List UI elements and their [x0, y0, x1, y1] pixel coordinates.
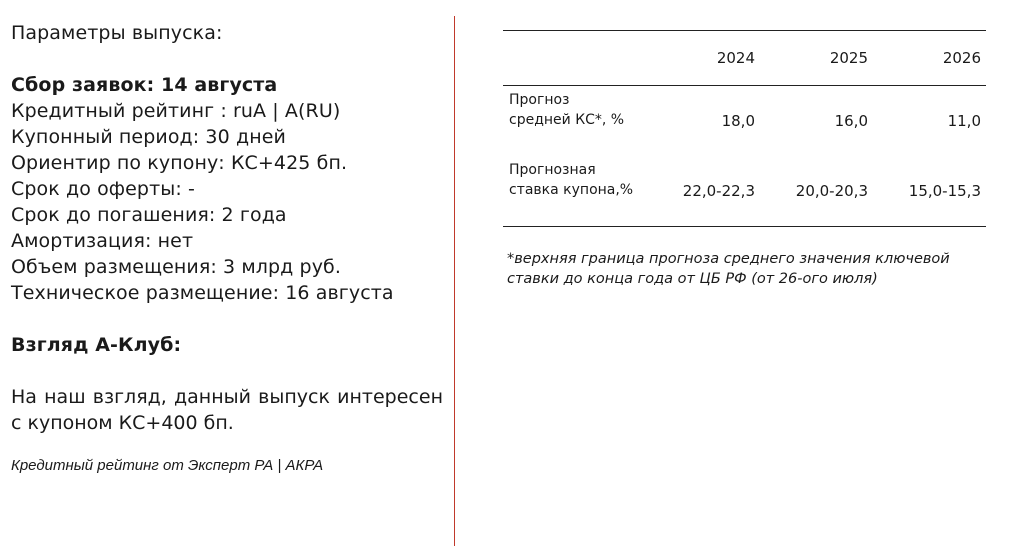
spacer [11, 306, 443, 332]
footnote-line: ставки до конца года от ЦБ РФ (от 26-ого июля) [507, 271, 878, 287]
view-heading: Взгляд А-Клуб: [11, 334, 182, 356]
rating-note: Кредитный рейтинг от Эксперт РА | АКРА [11, 457, 324, 474]
year-2024-header: 2024 [716, 49, 755, 67]
table-cell: 11,0 [947, 112, 981, 130]
param-technical-placement: Техническое размещение: 16 августа [11, 282, 394, 304]
table-row [503, 86, 986, 156]
param-credit-rating: Кредитный рейтинг : ruA | A(RU) [11, 100, 341, 122]
param-amortization: Амортизация: нет [11, 230, 194, 252]
spacer [11, 358, 443, 384]
param-issue-volume: Объем размещения: 3 млрд руб. [11, 256, 342, 278]
issue-title: Параметры выпуска: [11, 22, 223, 44]
book-building-date: Сбор заявок: 14 августа [11, 74, 278, 96]
vertical-divider [454, 16, 455, 546]
row-label-line: Прогноз [509, 92, 570, 108]
row-label-line: средней КС*, % [509, 112, 625, 128]
row-label [509, 90, 659, 130]
year-2025-header: 2025 [829, 49, 868, 67]
spacer [11, 46, 443, 72]
footnote-line: *верхняя граница прогноза среднего значения ключевой [507, 251, 950, 267]
param-offer-term: Срок до оферты: - [11, 178, 195, 200]
param-maturity: Срок до погашения: 2 года [11, 204, 287, 226]
table-cell: 18,0 [721, 112, 755, 130]
row-label [509, 160, 659, 200]
param-coupon-period: Купонный период: 30 дней [11, 126, 286, 148]
table-header [503, 31, 986, 85]
table-bottom-rule [503, 226, 986, 227]
param-coupon-guidance: Ориентир по купону: КС+425 бп. [11, 152, 348, 174]
table-cell: 22,0-22,3 [682, 182, 755, 200]
table-cell: 15,0-15,3 [908, 182, 981, 200]
table-cell: 20,0-20,3 [795, 182, 868, 200]
forecast-table [503, 30, 986, 289]
row-label-line: Прогнозная [509, 162, 596, 178]
table-cell: 16,0 [834, 112, 868, 130]
view-text: На наш взгляд, данный выпуск интересен с купоном КС+400 бп. [11, 386, 443, 434]
issue-parameters-panel [11, 20, 443, 476]
year-2026-header: 2026 [942, 49, 981, 67]
table-row [503, 156, 986, 226]
table-footnote [507, 249, 990, 289]
row-label-line: ставка купона,% [509, 182, 634, 198]
